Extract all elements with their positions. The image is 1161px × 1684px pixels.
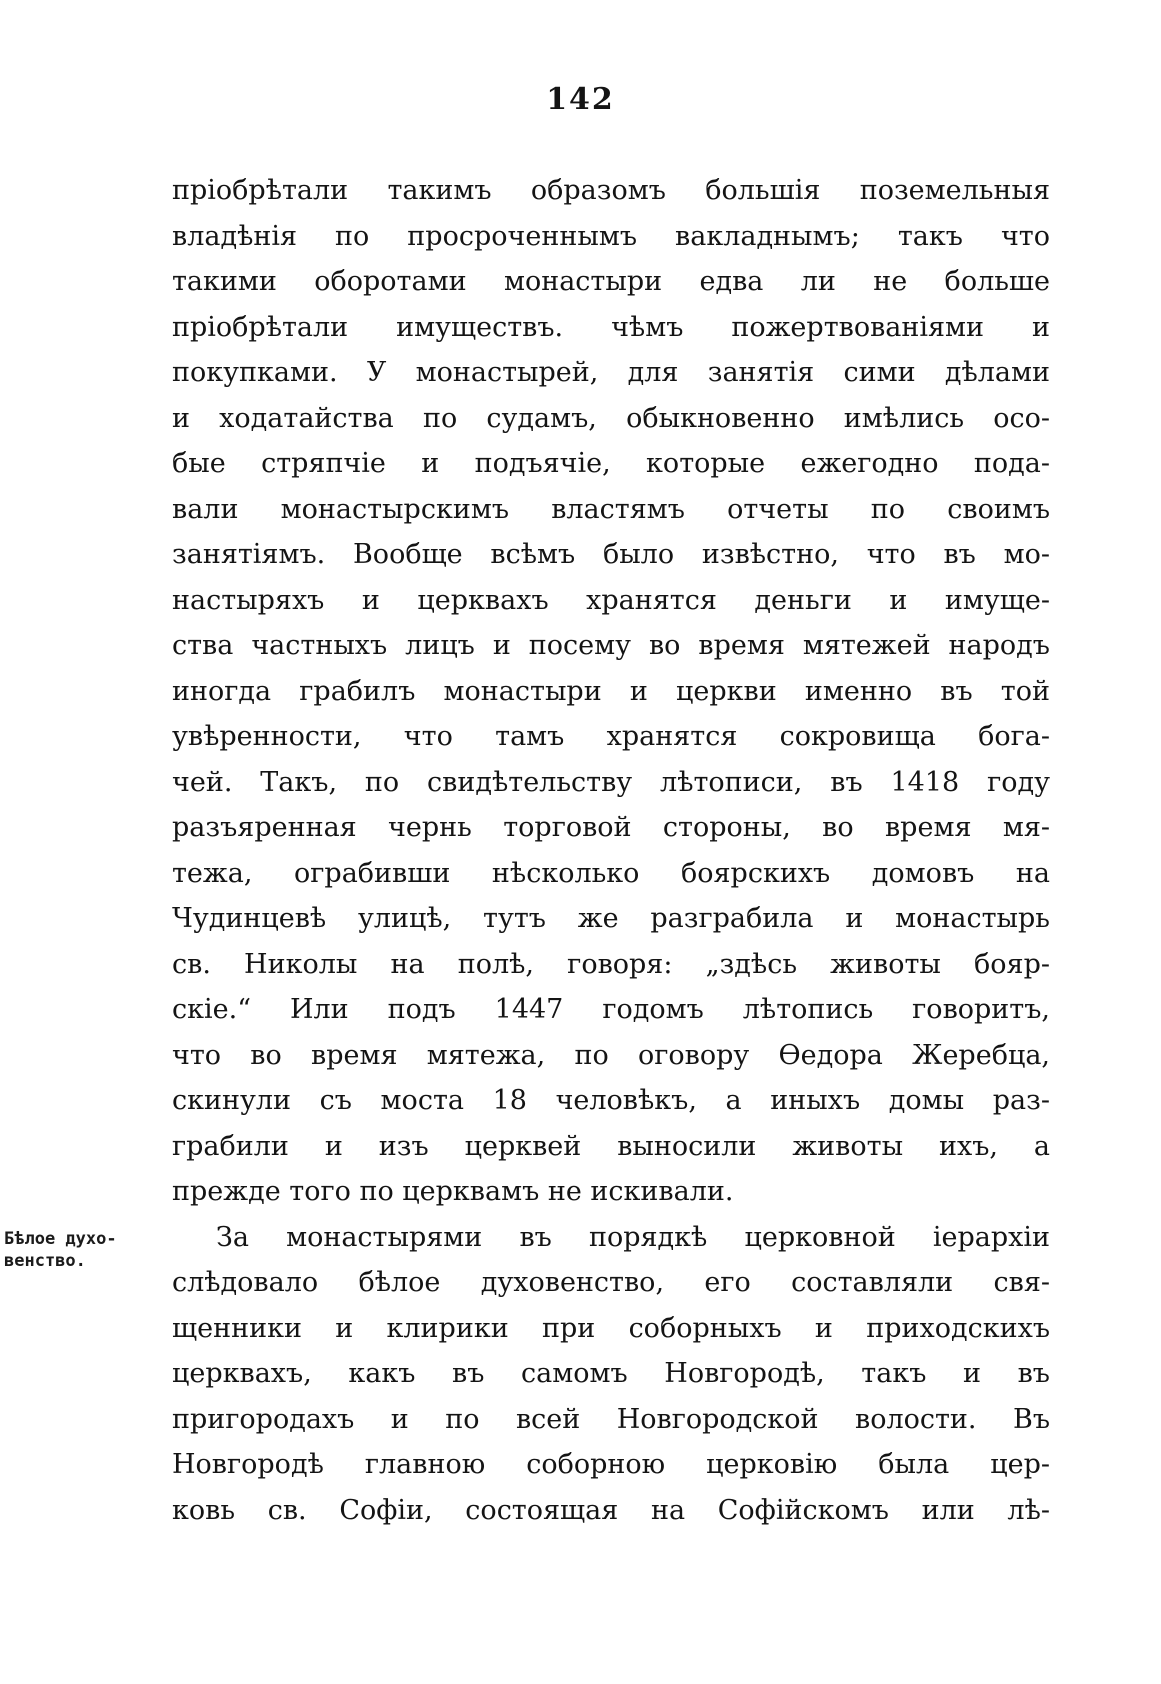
text-line: ковь св. Софіи, состоящая на Софійскомъ или лѣ-	[172, 1494, 1050, 1526]
text-line: и ходатайства по судамъ, обыкновенно имѣлись осо-	[172, 402, 1050, 434]
text-line: скіе.“ Или подъ 1447 годомъ лѣтопись говоритъ,	[172, 994, 1050, 1025]
text-line: щенники и клирики при соборныхъ и приходскихъ	[172, 1312, 1050, 1344]
marginal-note-line: Бѣлое духо-	[4, 1229, 117, 1249]
text-line: настыряхъ и церквахъ хранятся деньги и имуще-	[172, 584, 1050, 616]
text-line: св. Николы на полѣ, говоря: „здѣсь животы бояр-	[172, 948, 1050, 980]
text-line: покупками. У монастырей, для занятія сими дѣлами	[172, 357, 1050, 388]
text-line: вали монастырскимъ властямъ отчеты по своимъ	[172, 493, 1050, 525]
text-line: грабили и изъ церквей выносили животы ихъ, а	[172, 1130, 1050, 1162]
text-line: слѣдовало бѣлое духовенство, его составляли свя-	[172, 1267, 1050, 1298]
text-line: бые стряпчіе и подъячіе, которые ежегодно пода-	[172, 448, 1050, 479]
marginal-note-line: венство.	[4, 1251, 86, 1271]
text-line: пригородахъ и по всей Новгородской волости. Въ	[172, 1403, 1050, 1435]
text-line: скинули съ моста 18 человѣкъ, а иныхъ домы раз-	[172, 1085, 1050, 1116]
text-line: тежа, ограбивши нѣсколько боярскихъ домовъ на	[172, 857, 1050, 889]
body-text	[172, 168, 1050, 1533]
paragraph-white-clergy	[172, 1215, 1050, 1534]
marginal-note	[4, 1228, 164, 1272]
text-line: церквахъ, какъ въ самомъ Новгородѣ, такъ и въ	[172, 1358, 1050, 1389]
page-number: 142	[546, 82, 615, 117]
text-line: прежде того по церквамъ не искивали.	[172, 1176, 734, 1207]
text-line: Чудинцевѣ улицѣ, тутъ же разграбила и монастырь	[172, 903, 1050, 934]
text-line: такими оборотами монастыри едва ли не больше	[172, 266, 1050, 297]
text-line: разъяренная чернь торговой стороны, во время мя-	[172, 812, 1050, 843]
text-line: что во время мятежа, по оговору Ѳедора Жеребца,	[172, 1039, 1050, 1071]
text-line: пріобрѣтали такимъ образомъ большія поземельныя	[172, 175, 1050, 206]
paragraph-monasteries	[172, 168, 1050, 1215]
text-line: увѣренности, что тамъ хранятся сокровища бога-	[172, 721, 1050, 752]
text-line: иногда грабилъ монастыри и церкви именно въ той	[172, 675, 1050, 707]
text-line: занятіямъ. Вообще всѣмъ было извѣстно, что въ мо-	[172, 539, 1050, 570]
text-line: владѣнія по просроченнымъ вакладнымъ; такъ что	[172, 220, 1050, 252]
text-line: ства частныхъ лицъ и посему во время мятежей народъ	[172, 630, 1050, 661]
text-line: Новгородѣ главною соборною церковію была цер-	[172, 1449, 1050, 1480]
text-line: пріобрѣтали имуществъ. чѣмъ пожертвованіями и	[172, 311, 1050, 343]
text-line: чей. Такъ, по свидѣтельству лѣтописи, въ 1418 году	[172, 766, 1050, 798]
text-line: За монастырями въ порядкѣ церковной іерархіи	[216, 1221, 1050, 1253]
